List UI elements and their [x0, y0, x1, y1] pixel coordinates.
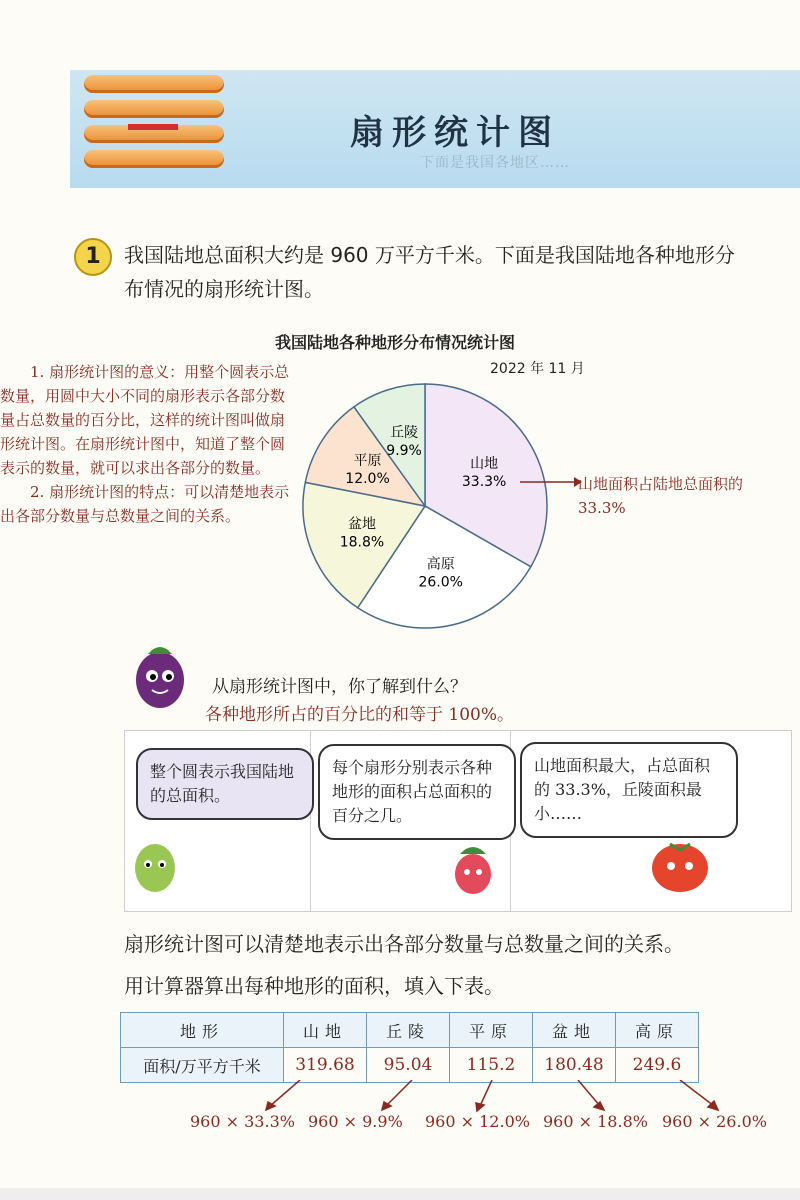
formula-plateau: 960 × 26.0%	[662, 1112, 767, 1131]
note-feature: 2. 扇形统计图的特点：可以清楚地表示出各部分数量与总数量之间的关系。	[0, 483, 290, 525]
area-table	[120, 1012, 699, 1083]
pie-slice-name: 山地	[470, 455, 499, 472]
pie-slice-percent: 33.3%	[461, 473, 507, 490]
table-header-cell: 山地	[284, 1013, 367, 1048]
note-meaning: 1. 扇形统计图的意义：用整个圆表示总数量，用圆中大小不同的扇形表示各部分数量占总数量的百分比，这样的统计图叫做扇形统计图。在扇形统计图中，知道了整个圆表示的数量，就可以求出各部分的数量。	[0, 363, 290, 477]
mountain-callout: 山地面积占陆地总面积的 33.3%	[578, 475, 744, 517]
table-cell: 249.6	[616, 1048, 699, 1083]
speech-bubble-3: 山地面积最大，占总面积的 33.3%，丘陵面积最小……	[520, 742, 738, 838]
summary-text: 扇形统计图可以清楚地表示出各部分数量与总数量之间的关系。	[124, 932, 684, 956]
callout-arrow	[518, 470, 582, 500]
speech-bubble-2: 每个扇形分别表示各种地形的面积占总面积的百分之几。	[318, 744, 516, 840]
formula-basin: 960 × 18.8%	[543, 1112, 648, 1131]
margin-note	[0, 360, 298, 528]
answer-text: 各种地形所占的百分比的和等于 100%。	[205, 705, 515, 725]
melon-character-icon	[125, 830, 185, 900]
formula-plain: 960 × 12.0%	[425, 1112, 530, 1131]
task-text: 用计算器算出每种地形的面积，填入下表。	[124, 974, 504, 998]
faded-subtitle: 下面是我国各地区……	[420, 155, 570, 171]
pie-slice-name: 盆地	[347, 516, 376, 533]
pie-slice-name: 丘陵	[390, 424, 419, 441]
table-row	[121, 1048, 699, 1083]
chart-date: 2022 年 11 月	[490, 361, 585, 377]
table-cell: 180.48	[533, 1048, 616, 1083]
pie-slice-percent: 18.8%	[339, 534, 385, 551]
table-header-row	[121, 1013, 699, 1048]
table-cell: 95.04	[367, 1048, 450, 1083]
pie-slice-percent: 12.0%	[345, 471, 390, 488]
pie-slice-name: 平原	[353, 453, 382, 470]
formula-mountain: 960 × 33.3%	[190, 1112, 295, 1131]
table-row-label: 面积/万平方千米	[121, 1048, 284, 1083]
page-bottom-edge	[0, 1188, 800, 1200]
question-speech: 从扇形统计图中，你了解到什么？	[212, 677, 467, 697]
chart-title: 我国陆地各种地形分布情况统计图	[275, 333, 516, 352]
eggplant-character-icon	[120, 630, 200, 715]
page-title: 扇形统计图	[350, 113, 560, 153]
pie-slice-name: 高原	[426, 556, 455, 573]
table-header-cell: 高原	[616, 1013, 699, 1048]
table-cell: 319.68	[284, 1048, 367, 1083]
pie-chart	[290, 378, 560, 638]
table-header-cell: 丘陵	[367, 1013, 450, 1048]
chapter-number-mark	[128, 124, 178, 130]
speech-bubble-1: 整个圆表示我国陆地的总面积。	[136, 748, 314, 820]
problem-text: 我国陆地总面积大约是 960 万平方千米。下面是我国陆地各种地形分布情况的扇形统计图。	[124, 243, 735, 301]
formula-arrows	[180, 1080, 740, 1114]
table-cell: 115.2	[450, 1048, 533, 1083]
table-header-cell: 盆地	[533, 1013, 616, 1048]
question-number: 1	[74, 238, 112, 276]
table-header-label: 地形	[121, 1013, 284, 1048]
tomato-character-icon	[640, 832, 720, 898]
table-header-cell: 平原	[450, 1013, 533, 1048]
pie-slice-percent: 9.9%	[386, 442, 422, 459]
radish-character-icon	[448, 840, 498, 900]
pie-slice-percent: 26.0%	[418, 574, 463, 591]
formula-hills: 960 × 9.9%	[308, 1112, 403, 1131]
